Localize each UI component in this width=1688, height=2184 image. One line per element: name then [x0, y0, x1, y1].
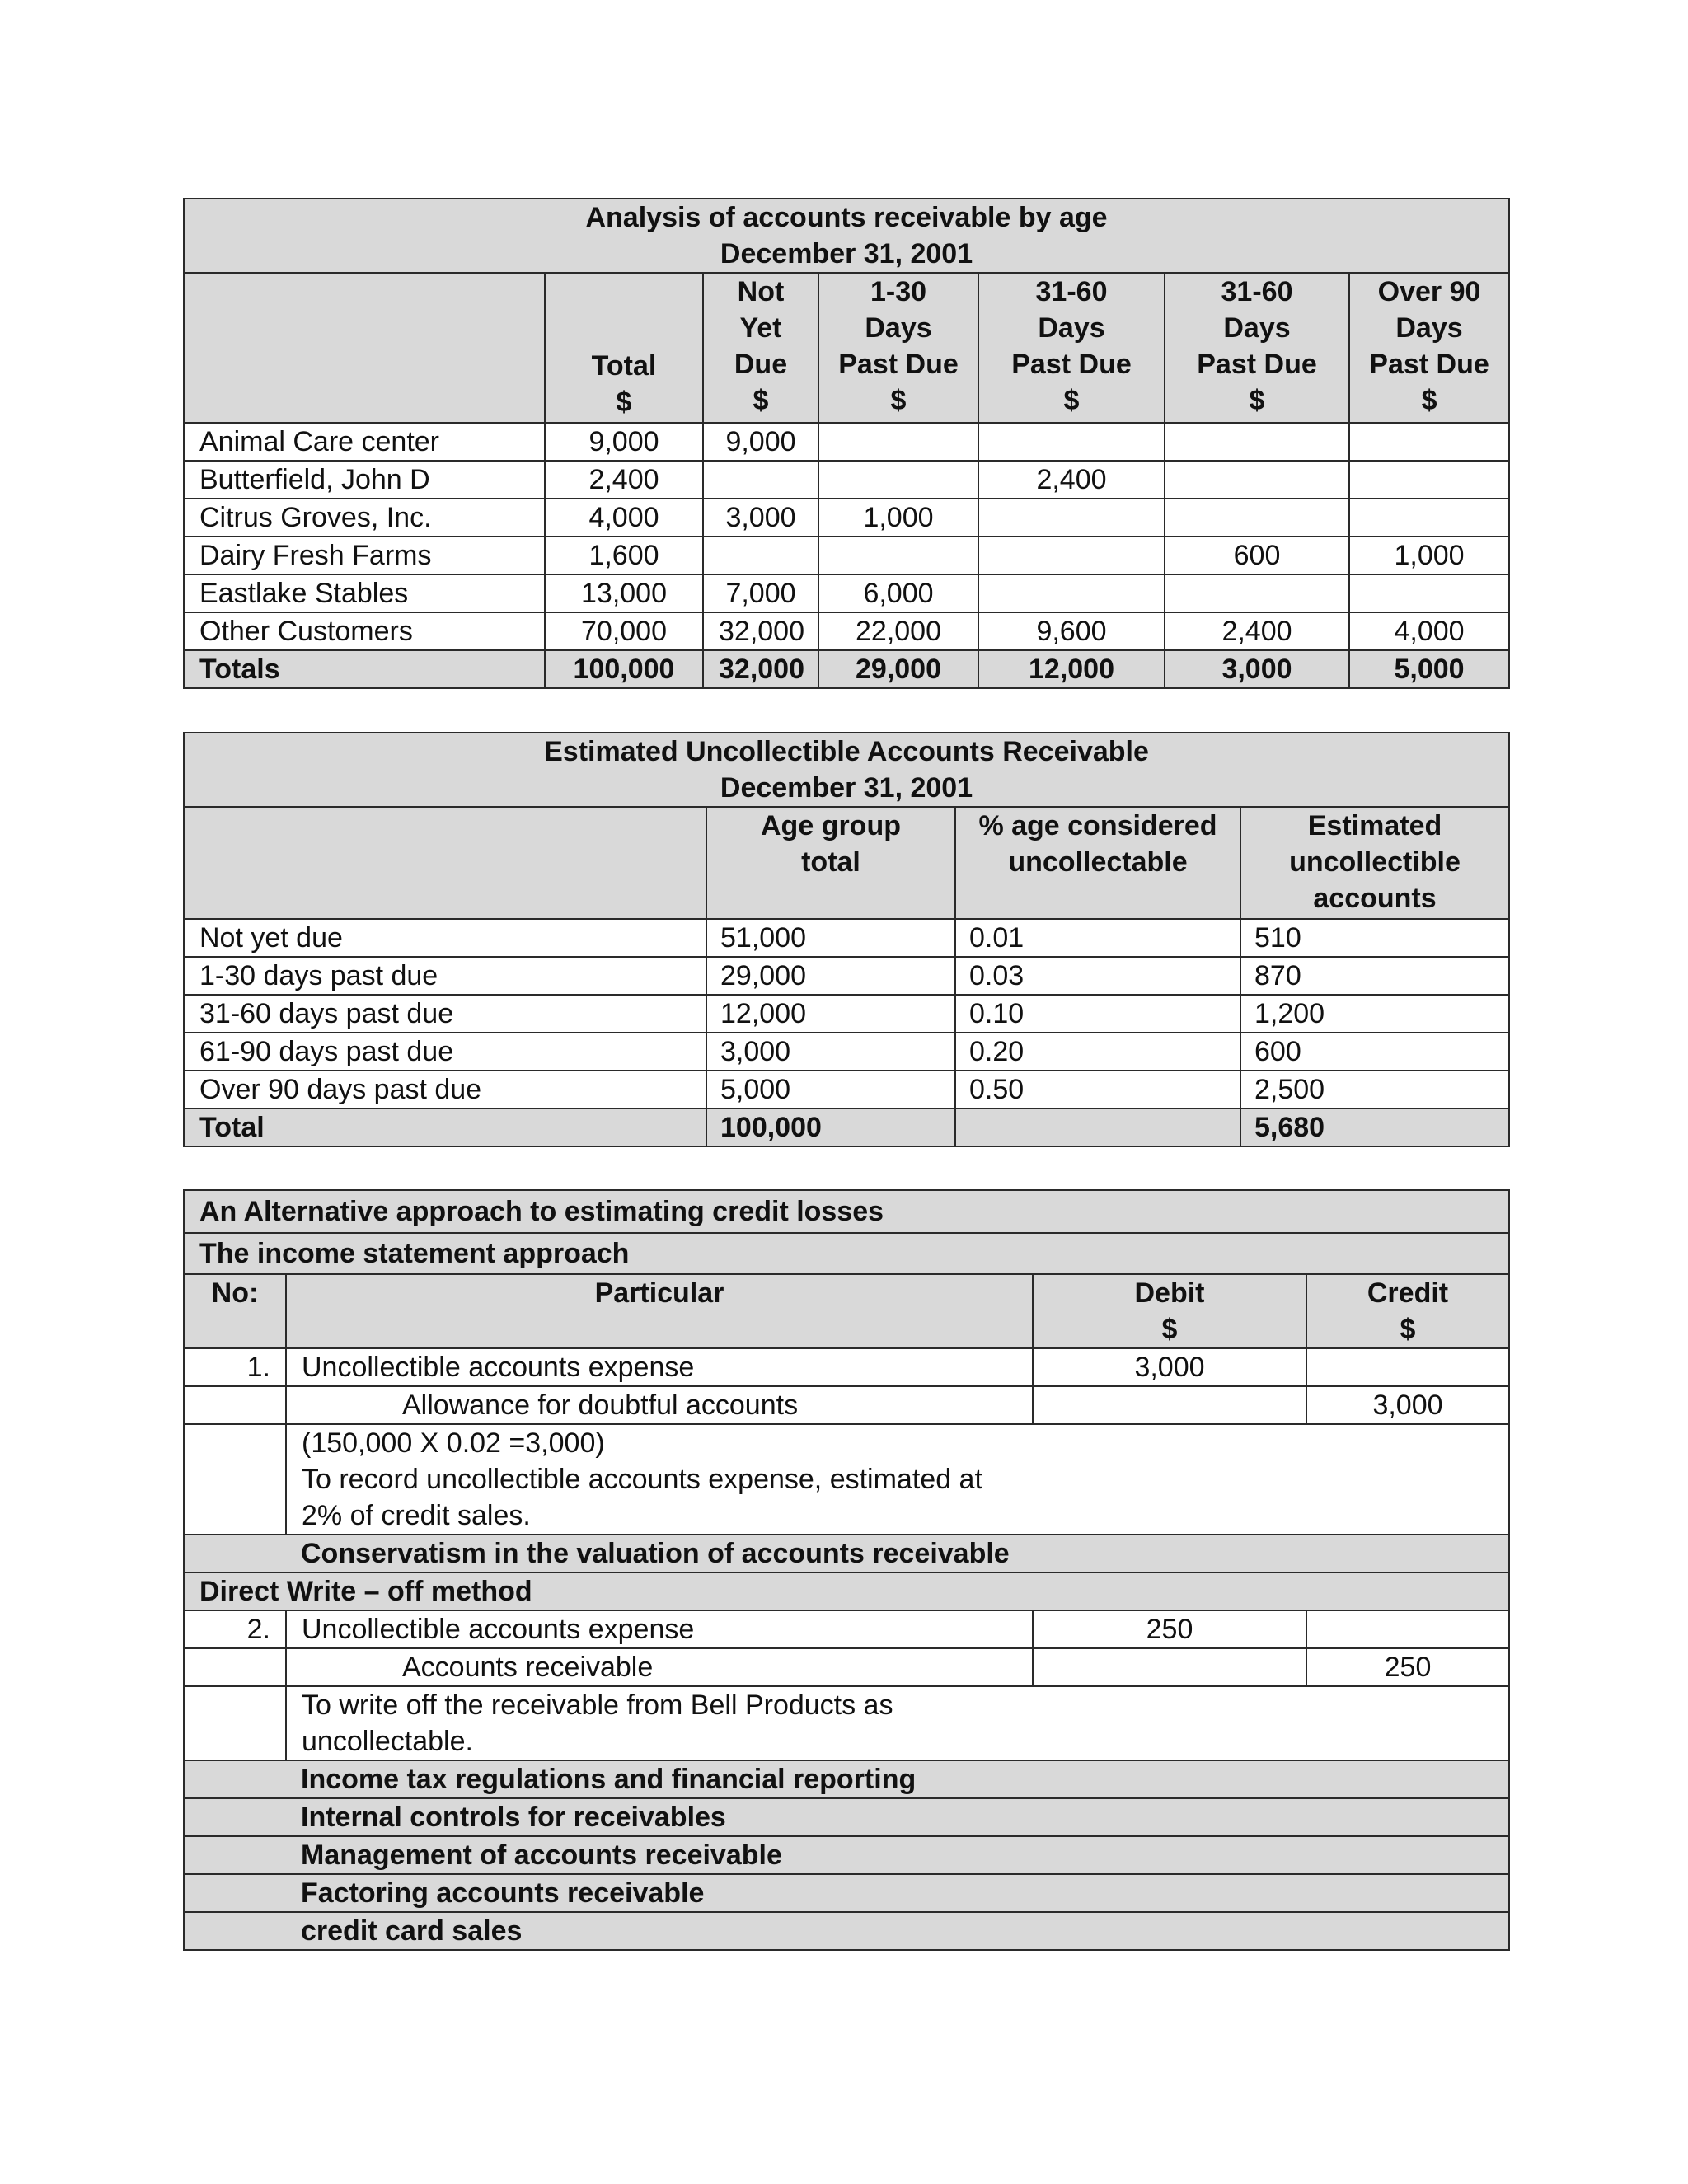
total-cell: 100,000	[545, 650, 703, 688]
amount-cell: 2,400	[545, 461, 703, 499]
amount-cell	[703, 461, 818, 499]
amount-cell: 32,000	[703, 612, 818, 650]
section-spacer	[184, 1535, 286, 1572]
col-debit-header: Debit $	[1033, 1274, 1306, 1348]
entry-number: 1.	[184, 1348, 286, 1386]
customer-name: Butterfield, John D	[184, 461, 545, 499]
amount-cell	[1165, 461, 1349, 499]
amount-cell	[978, 574, 1165, 612]
value-cell: 0.03	[955, 957, 1240, 995]
amount-cell: 6,000	[818, 574, 978, 612]
customer-name: Other Customers	[184, 612, 545, 650]
amount-cell	[978, 423, 1165, 461]
debit-account: Uncollectible accounts expense	[286, 1348, 1033, 1386]
estimate-header-estimated: Estimated uncollectible accounts	[1240, 807, 1509, 919]
total-cell: 5,680	[1240, 1108, 1509, 1146]
aging-header-over-90: Over 90 Days Past Due $	[1349, 273, 1509, 423]
estimate-header-age-total: Age group total	[706, 807, 955, 919]
total-cell: 3,000	[1165, 650, 1349, 688]
amount-cell	[978, 499, 1165, 537]
customer-name: Animal Care center	[184, 423, 545, 461]
col-no-header: No:	[184, 1274, 286, 1348]
amount-cell: 4,000	[1349, 612, 1509, 650]
credit-amount: 3,000	[1306, 1386, 1509, 1424]
narration: To write off the receivable from Bell Products as uncollectable.	[286, 1686, 1509, 1760]
section-heading: Internal controls for receivables	[286, 1798, 1509, 1836]
estimate-header-percent: % age considered uncollectable	[955, 807, 1240, 919]
age-group-label: 31-60 days past due	[184, 995, 706, 1033]
table-row	[184, 499, 1509, 537]
amount-cell	[818, 537, 978, 574]
amount-cell	[818, 461, 978, 499]
value-cell: 29,000	[706, 957, 955, 995]
col-particular-header: Particular	[286, 1274, 1033, 1348]
table-row	[184, 1033, 1509, 1071]
entry-number: 2.	[184, 1610, 286, 1648]
journal-heading-2: The income statement approach	[184, 1233, 1509, 1274]
amount-cell: 70,000	[545, 612, 703, 650]
aging-header-31-60-b: 31-60 Days Past Due $	[1165, 273, 1349, 423]
amount-cell	[703, 537, 818, 574]
value-cell: 0.10	[955, 995, 1240, 1033]
table-row	[184, 423, 1509, 461]
aging-header-1-30: 1-30 Days Past Due $	[818, 273, 978, 423]
journal-row	[184, 1348, 1509, 1386]
amount-cell: 1,000	[1349, 537, 1509, 574]
value-cell: 600	[1240, 1033, 1509, 1071]
section-spacer	[184, 1760, 286, 1798]
credit-account: Accounts receivable	[286, 1648, 1033, 1686]
narration: (150,000 X 0.02 =3,000) To record uncollectible accounts expense, estimated at 2% of credit sales.	[286, 1424, 1509, 1535]
amount-cell: 600	[1165, 537, 1349, 574]
amount-cell	[1349, 423, 1509, 461]
section-heading: Conservatism in the valuation of accounts receivable	[286, 1535, 1509, 1572]
aging-header-31-60-a: 31-60 Days Past Due $	[978, 273, 1165, 423]
table-row	[184, 574, 1509, 612]
journal-row	[184, 1386, 1509, 1424]
totals-row	[184, 1108, 1509, 1146]
value-cell: 3,000	[706, 1033, 955, 1071]
customer-name: Citrus Groves, Inc.	[184, 499, 545, 537]
amount-cell	[978, 537, 1165, 574]
amount-cell: 13,000	[545, 574, 703, 612]
age-group-label: 61-90 days past due	[184, 1033, 706, 1071]
section-spacer	[184, 1836, 286, 1874]
credit-account: Allowance for doubtful accounts	[286, 1386, 1033, 1424]
debit-account: Uncollectible accounts expense	[286, 1610, 1033, 1648]
total-cell	[955, 1108, 1240, 1146]
value-cell: 51,000	[706, 919, 955, 957]
journal-row	[184, 1610, 1509, 1648]
amount-cell: 2,400	[1165, 612, 1349, 650]
entry-number-empty	[184, 1386, 286, 1424]
table-row	[184, 461, 1509, 499]
table-row	[184, 919, 1509, 957]
amount-cell	[1349, 574, 1509, 612]
amount-cell: 22,000	[818, 612, 978, 650]
amount-cell: 7,000	[703, 574, 818, 612]
amount-cell: 1,600	[545, 537, 703, 574]
amount-cell: 9,000	[703, 423, 818, 461]
section-spacer	[184, 1912, 286, 1950]
aging-title: Analysis of accounts receivable by age	[585, 202, 1108, 233]
customer-name: Dairy Fresh Farms	[184, 537, 545, 574]
age-group-label: Over 90 days past due	[184, 1071, 706, 1108]
credit-amount: 250	[1306, 1648, 1509, 1686]
amount-cell: 2,400	[978, 461, 1165, 499]
section-heading: Management of accounts receivable	[286, 1836, 1509, 1874]
amount-cell	[1165, 423, 1349, 461]
debit-amount: 3,000	[1033, 1348, 1306, 1386]
table-row	[184, 537, 1509, 574]
section-heading: Factoring accounts receivable	[286, 1874, 1509, 1912]
value-cell: 510	[1240, 919, 1509, 957]
debit-amount-empty	[1033, 1386, 1306, 1424]
value-cell: 1,200	[1240, 995, 1509, 1033]
entry-number-empty	[184, 1648, 286, 1686]
credit-amount-empty	[1306, 1348, 1509, 1386]
table-row	[184, 612, 1509, 650]
value-cell: 870	[1240, 957, 1509, 995]
aging-table	[183, 198, 1510, 689]
journal-table	[183, 1189, 1510, 1951]
amount-cell	[1165, 499, 1349, 537]
amount-cell: 9,600	[978, 612, 1165, 650]
age-group-label: Not yet due	[184, 919, 706, 957]
value-cell: 0.50	[955, 1071, 1240, 1108]
amount-cell	[1349, 499, 1509, 537]
amount-cell	[818, 423, 978, 461]
amount-cell: 9,000	[545, 423, 703, 461]
table-row	[184, 957, 1509, 995]
aging-header-blank	[184, 273, 545, 423]
total-cell: 12,000	[978, 650, 1165, 688]
age-group-label: 1-30 days past due	[184, 957, 706, 995]
estimate-table	[183, 732, 1510, 1147]
table-row	[184, 1071, 1509, 1108]
value-cell: 0.20	[955, 1033, 1240, 1071]
aging-header-not-yet-due: Not Yet Due $	[703, 273, 818, 423]
debit-amount-empty	[1033, 1648, 1306, 1686]
debit-amount: 250	[1033, 1610, 1306, 1648]
totals-row	[184, 650, 1509, 688]
journal-heading-1: An Alternative approach to estimating credit losses	[184, 1190, 1509, 1233]
value-cell: 2,500	[1240, 1071, 1509, 1108]
section-spacer	[184, 1798, 286, 1836]
aging-date: December 31, 2001	[720, 238, 973, 269]
section-heading: Direct Write – off method	[184, 1572, 1509, 1610]
journal-narration-row	[184, 1686, 1509, 1760]
estimate-date: December 31, 2001	[720, 772, 973, 804]
total-cell: 5,000	[1349, 650, 1509, 688]
total-cell: 32,000	[703, 650, 818, 688]
col-credit-header: Credit $	[1306, 1274, 1509, 1348]
total-cell: 29,000	[818, 650, 978, 688]
totals-label: Totals	[184, 650, 545, 688]
amount-cell: 4,000	[545, 499, 703, 537]
value-cell: 5,000	[706, 1071, 955, 1108]
journal-row	[184, 1648, 1509, 1686]
aging-title-cell	[184, 199, 1509, 273]
table-row	[184, 995, 1509, 1033]
credit-amount-empty	[1306, 1610, 1509, 1648]
value-cell: 12,000	[706, 995, 955, 1033]
aging-header-total: Total $	[545, 273, 703, 423]
amount-cell	[1165, 574, 1349, 612]
total-cell: 100,000	[706, 1108, 955, 1146]
amount-cell: 3,000	[703, 499, 818, 537]
customer-name: Eastlake Stables	[184, 574, 545, 612]
amount-cell	[1349, 461, 1509, 499]
value-cell: 0.01	[955, 919, 1240, 957]
estimate-header-blank	[184, 807, 706, 919]
estimate-title: Estimated Uncollectible Accounts Receivable	[544, 736, 1149, 767]
section-heading: Income tax regulations and financial reporting	[286, 1760, 1509, 1798]
entry-number-empty	[184, 1424, 286, 1535]
section-heading: credit card sales	[286, 1912, 1509, 1950]
entry-number-empty	[184, 1686, 286, 1760]
section-spacer	[184, 1874, 286, 1912]
journal-narration-row	[184, 1424, 1509, 1535]
estimate-title-cell	[184, 733, 1509, 807]
totals-label: Total	[184, 1108, 706, 1146]
amount-cell: 1,000	[818, 499, 978, 537]
